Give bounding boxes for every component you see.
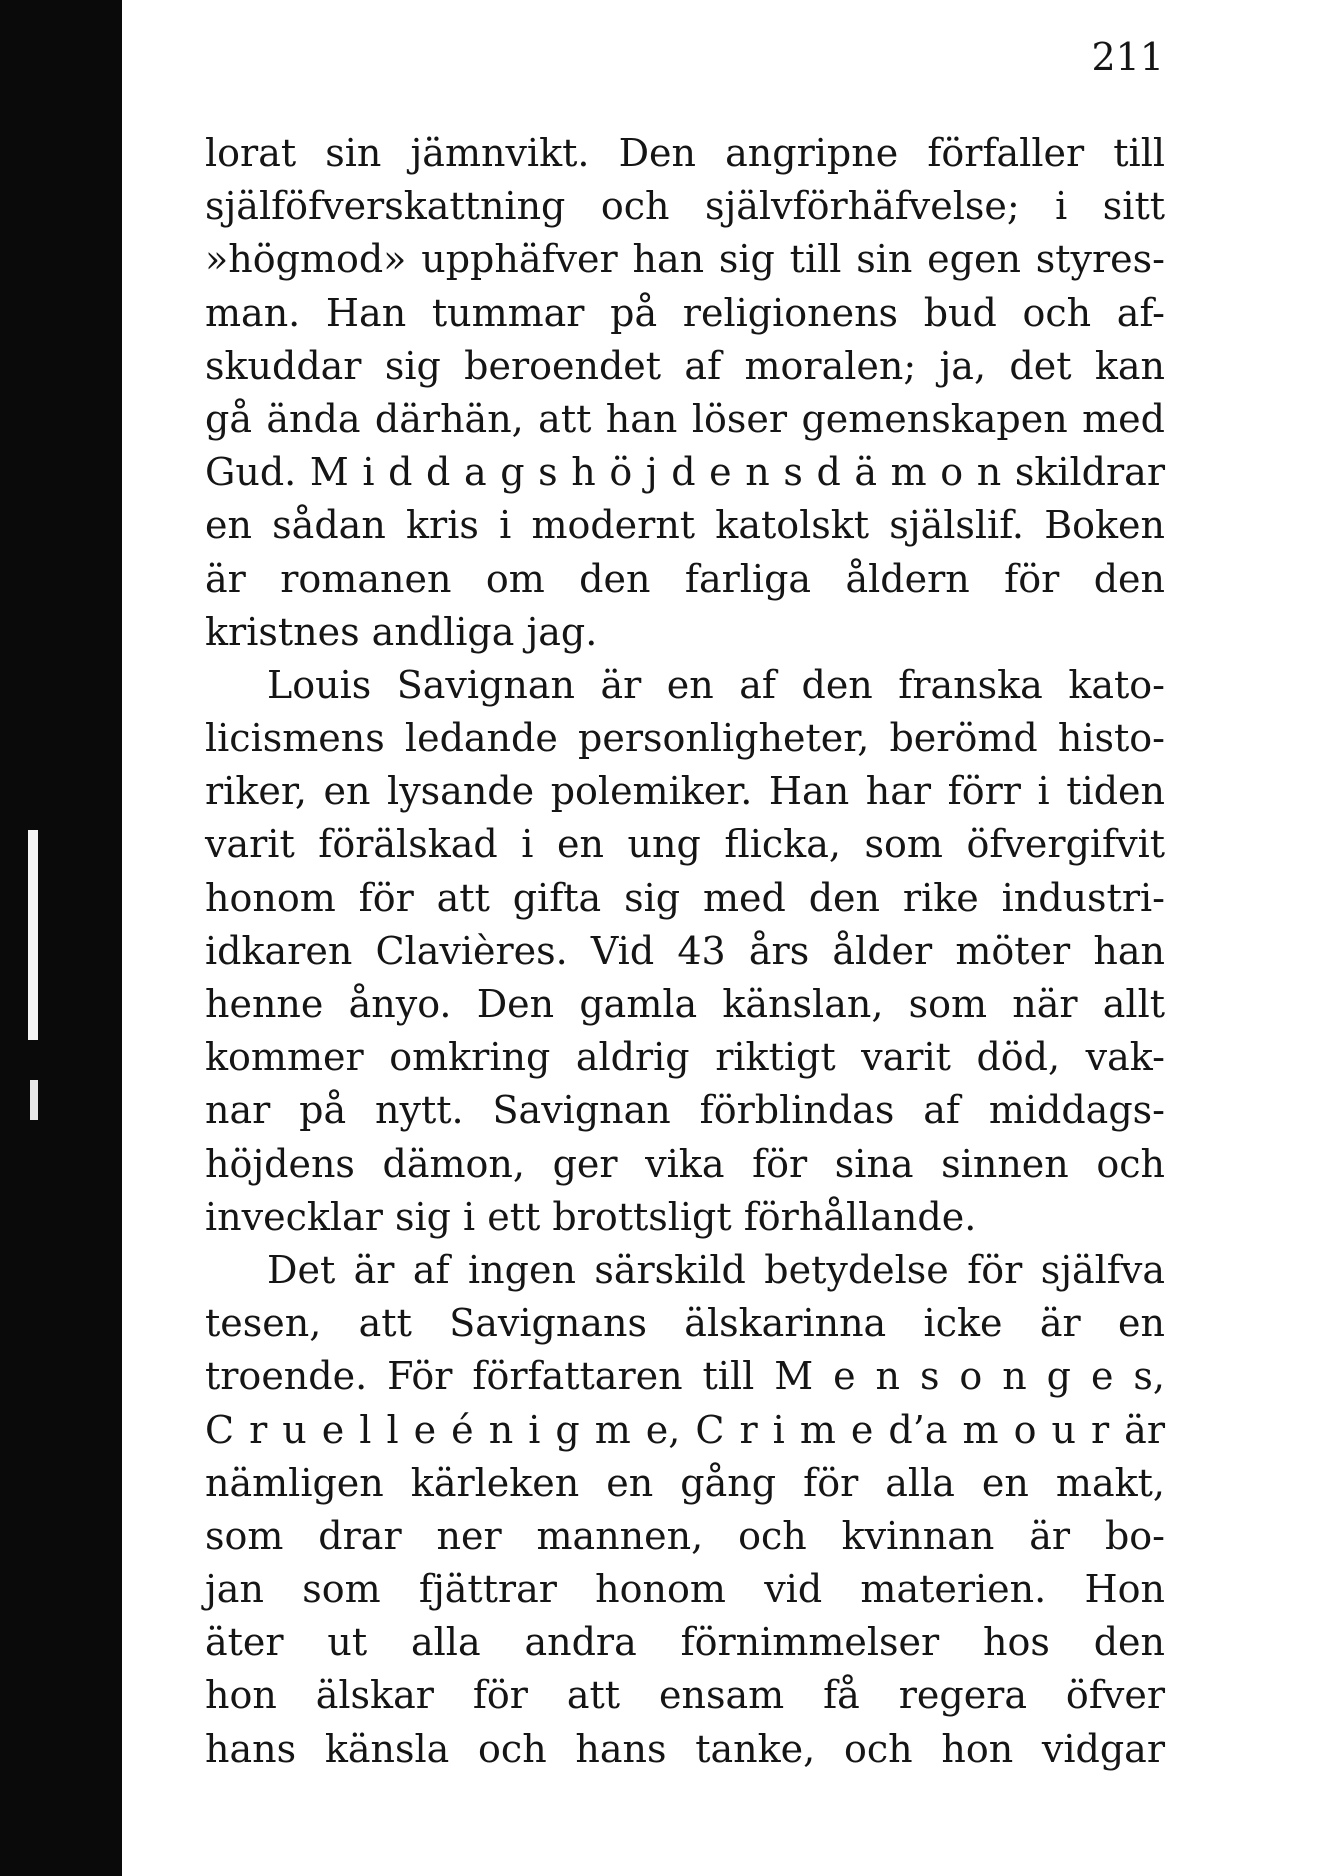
- text-line: nämligen kärleken en gång för alla en makt,: [205, 1460, 1165, 1505]
- text-line: lorat sin jämnvikt. Den angripne förfaller till: [205, 131, 1165, 175]
- text-line: varit förälskad i en ung flicka, som öfvergifvit: [205, 822, 1165, 867]
- text-line: nar på nytt. Savignan förblindas af middags-: [205, 1088, 1165, 1133]
- text-line: Gud. M i d d a g s h ö j d e n s d ä m o n skildrar: [205, 450, 1165, 495]
- text-line: licismens ledande personligheter, berömd histo-: [205, 716, 1165, 761]
- text-line: Louis Savignan är en af den franska kato-: [267, 662, 1165, 707]
- text-line: är romanen om den farliga åldern för den: [205, 556, 1165, 601]
- text-line: C r u e l l e é n i g m e, C r i m e d’a m o u r är: [205, 1407, 1165, 1452]
- text-line: henne ånyo. Den gamla känslan, som när allt: [205, 982, 1165, 1026]
- text-line: troende. För författaren till M e n s o n g e s,: [205, 1354, 1165, 1399]
- text-line: jan som fjättrar honom vid materien. Hon: [205, 1567, 1165, 1612]
- text-line: kristnes andliga jag.: [205, 609, 598, 654]
- text-line: tesen, att Savignans älskarinna icke är en: [205, 1301, 1165, 1346]
- text-line: skuddar sig beroendet af moralen; ja, det kan: [205, 343, 1165, 388]
- text-line: kommer omkring aldrig riktigt varit död, vak-: [205, 1035, 1165, 1080]
- paper-edge-strip: [28, 830, 38, 1040]
- body-text: [205, 127, 1165, 1776]
- text-line: en sådan kris i modernt katolskt själslif. Boken: [205, 503, 1165, 548]
- text-line: hans känsla och hans tanke, och hon vidgar: [205, 1726, 1165, 1771]
- text-line: riker, en lysande polemiker. Han har förr i tiden: [205, 769, 1165, 814]
- text-line: invecklar sig i ett brottsligt förhållande.: [205, 1194, 977, 1239]
- text-line: äter ut alla andra förnimmelser hos den: [205, 1620, 1165, 1665]
- text-line: honom för att gifta sig med den rike industri-: [205, 875, 1165, 920]
- binding-shadow: [0, 0, 122, 1876]
- page-number: 211: [1091, 35, 1164, 79]
- text-line: idkaren Clavières. Vid 43 års ålder möter han: [205, 928, 1165, 973]
- text-line: höjdens dämon, ger vika för sina sinnen och: [205, 1141, 1165, 1186]
- text-line: »högmod» upphäfver han sig till sin egen styres-: [205, 237, 1165, 282]
- text-line: hon älskar för att ensam få regera öfver: [205, 1673, 1165, 1718]
- text-line: man. Han tummar på religionens bud och af-: [205, 290, 1165, 335]
- text-line: själföfverskattning och självförhäfvelse; i sitt: [205, 184, 1165, 229]
- text-line: Det är af ingen särskild betydelse för själfva: [267, 1247, 1165, 1292]
- paper-edge-strip-lower: [30, 1080, 38, 1120]
- text-line: gå ända därhän, att han löser gemenskapen med: [205, 396, 1165, 441]
- text-line: som drar ner mannen, och kvinnan är bo-: [205, 1513, 1165, 1558]
